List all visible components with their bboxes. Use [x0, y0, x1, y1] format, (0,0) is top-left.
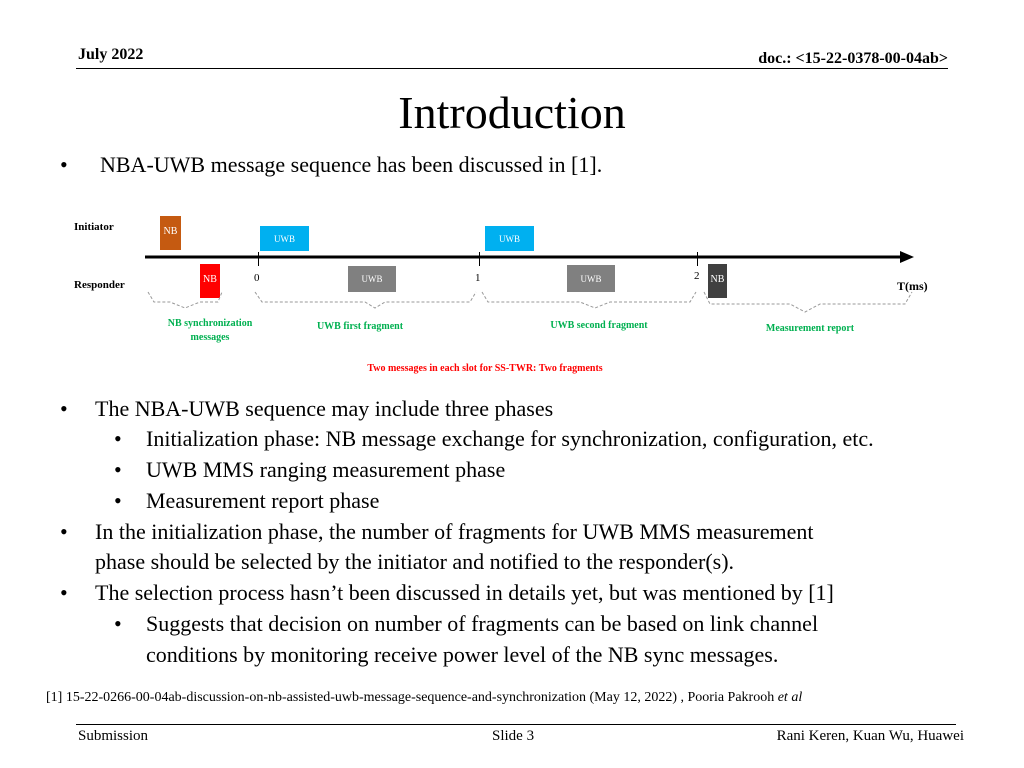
footer-authors: Rani Keren, Kuan Wu, Huawei [776, 728, 964, 744]
uwb-first-fragment-label: UWB first fragment [316, 321, 404, 332]
time-axis-label: T(ms) [897, 279, 928, 293]
uwb-initiator-box-2 [485, 226, 534, 251]
footer-slide-number: Slide 3 [492, 728, 535, 744]
header-date: July 2022 [78, 46, 144, 63]
measurement-report-label: Measurement report [765, 323, 855, 334]
nb-report-label: NB [710, 274, 725, 285]
nb-sync-label: NB synchronization messages [167, 318, 253, 343]
bullet-dot: • [114, 611, 122, 636]
footer-divider [76, 724, 956, 725]
reference-text: [1] 15-22-0266-00-04ab-discussion-on-nb-assisted-uwb-message-sequence-and-synchronization (May 12, 2022) , Pooria Pakrooh [46, 690, 778, 705]
nb-initiator-label: NB [163, 226, 178, 237]
sub-bullet-initialization: Initialization phase: NB message exchange for synchronization, configuration, etc. [146, 426, 874, 451]
tick-label-0: 0 [254, 272, 260, 284]
tick-mark-0 [258, 252, 259, 266]
uwb-second-fragment-label: UWB second fragment [550, 320, 648, 331]
initiator-label: Initiator [74, 221, 114, 233]
nb-initiator-box [160, 216, 181, 250]
uwb-responder-box-2 [567, 265, 615, 292]
uwb-initiator-label-1: UWB [274, 233, 295, 244]
bullet-initialization-line2: phase should be selected by the initiator and notified to the responder(s). [95, 549, 735, 574]
intro-bullet-text: NBA-UWB message sequence has been discussed in [1]. [100, 152, 603, 177]
uwb-initiator-label-2: UWB [499, 233, 520, 244]
tick-label-2: 2 [694, 270, 700, 282]
sub-bullet-suggests-line2: conditions by monitoring receive power level of the NB sync messages. [146, 642, 779, 667]
tick-mark-1 [479, 252, 480, 266]
header-divider [76, 68, 948, 69]
bullet-phases: The NBA-UWB sequence may include three phases [95, 396, 554, 421]
sub-bullet-ranging: UWB MMS ranging measurement phase [146, 457, 506, 482]
tick-label-1: 1 [475, 272, 481, 284]
uwb-responder-box-1 [348, 266, 396, 292]
sub-bullet-report: Measurement report phase [146, 488, 380, 513]
bullet-dot: • [114, 488, 122, 513]
bullet-dot: • [114, 457, 122, 482]
uwb-initiator-box-1 [260, 226, 309, 251]
reference-et-al: et al [777, 690, 803, 705]
uwb-responder-label-2: UWB [580, 273, 602, 284]
bullet-dot: • [60, 152, 68, 177]
bullet-dot: • [114, 426, 122, 451]
nb-responder-label: NB [203, 274, 217, 285]
slide-title: Introduction [398, 87, 626, 138]
bullet-selection: The selection process hasn’t been discussed in details yet, but was mentioned by [1] [95, 580, 834, 605]
bullet-initialization-line1: In the initialization phase, the number of fragments for UWB MMS measurement [95, 519, 814, 544]
uwb-responder-label-1: UWB [361, 274, 383, 284]
phase-braces [140, 290, 930, 320]
reference-note [46, 690, 802, 706]
tick-mark-2 [697, 252, 698, 266]
sub-bullet-suggests-line1: Suggests that decision on number of fragments can be based on link channel [146, 611, 819, 636]
bullet-dot: • [60, 580, 68, 605]
header-doc-number: doc.: <15-22-0378-00-04ab> [758, 50, 948, 67]
bullet-dot: • [60, 519, 68, 544]
bullet-dot: • [60, 396, 68, 421]
responder-label: Responder [74, 279, 125, 291]
diagram-caption: Two messages in each slot for SS-TWR: Two fragments [367, 363, 603, 374]
footer-submission: Submission [78, 728, 149, 744]
